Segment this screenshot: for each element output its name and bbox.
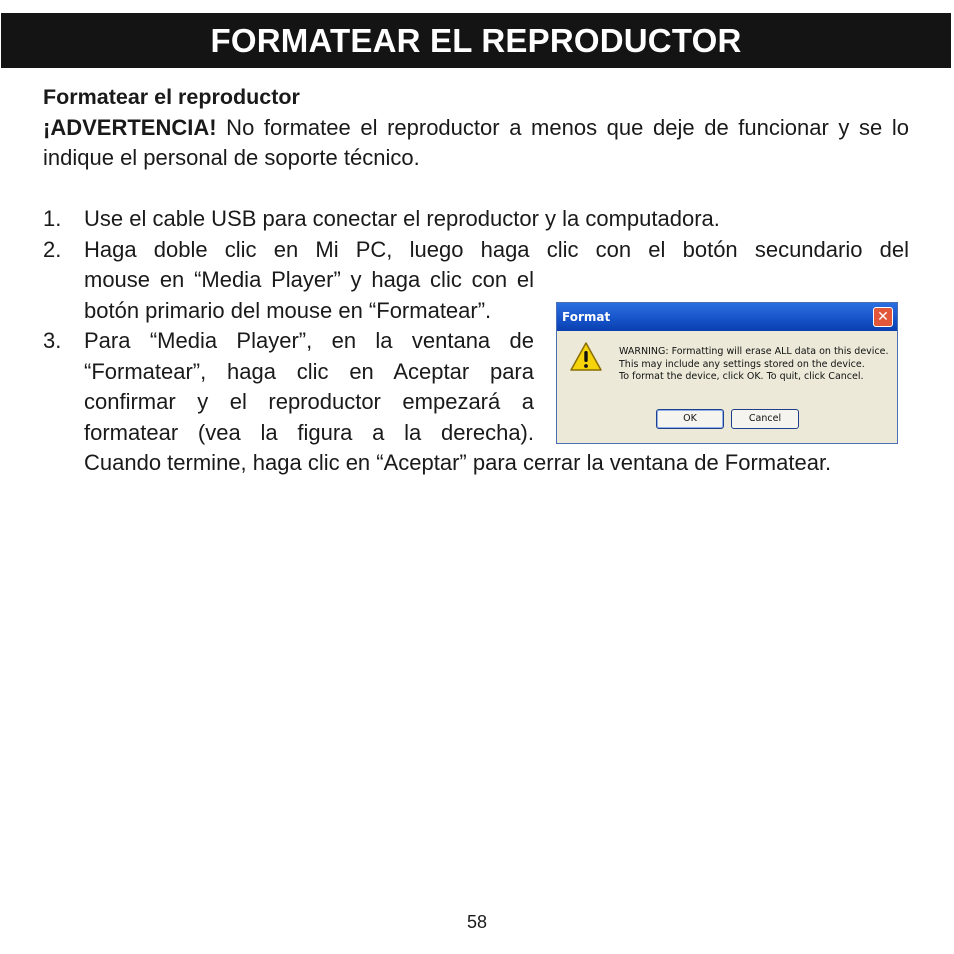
page-title: FORMATEAR EL REPRODUCTOR: [210, 22, 742, 59]
close-icon[interactable]: ✕: [873, 307, 893, 327]
step-text-continued: mouse en “Media Player” y haga clic con el botón primario del mouse en “Formatear”.: [84, 267, 534, 323]
step-text: Para “Media Player”, en la ventana de “Formatear”, haga clic en Aceptar para confirmar y el reproductor empezará a formatear (vea la figura a la derecha).: [84, 328, 534, 445]
warning-label: ¡ADVERTENCIA!: [43, 114, 217, 140]
step-text-continued: Cuando termine, haga clic en “Aceptar” para cerrar la ventana de Formatear.: [84, 450, 832, 475]
list-item: [43, 204, 909, 235]
warning-paragraph: [43, 113, 909, 174]
section-subtitle: Formatear el reproductor: [43, 85, 300, 109]
page-number: 58: [466, 912, 488, 932]
step-text: Use el cable USB para conectar el reproductor y la computadora.: [84, 206, 720, 231]
cancel-button[interactable]: Cancel: [731, 409, 799, 429]
format-dialog: [556, 302, 898, 444]
ok-button[interactable]: OK: [656, 409, 724, 429]
dialog-message-instructions: To format the device, click OK. To quit, click Cancel.: [619, 371, 864, 382]
step-number: 1.: [43, 206, 62, 231]
step-number: 3.: [43, 328, 62, 353]
dialog-message: [619, 346, 889, 384]
step-number: 2.: [43, 236, 62, 262]
dialog-title-bar: [557, 303, 897, 331]
warning-icon: [569, 340, 603, 378]
step-text: Haga doble clic en Mi PC, luego haga clic con el botón secundario del: [84, 236, 909, 262]
dialog-message-warning: WARNING: Formatting will erase ALL data on this device. This may include any settings stored on the device.: [619, 346, 889, 370]
dialog-title: Format: [562, 310, 611, 324]
page-header: [1, 13, 951, 68]
warning-text: No formatee el reproductor a menos que deje de funcionar y se lo indique el personal de soporte técnico.: [43, 114, 909, 170]
